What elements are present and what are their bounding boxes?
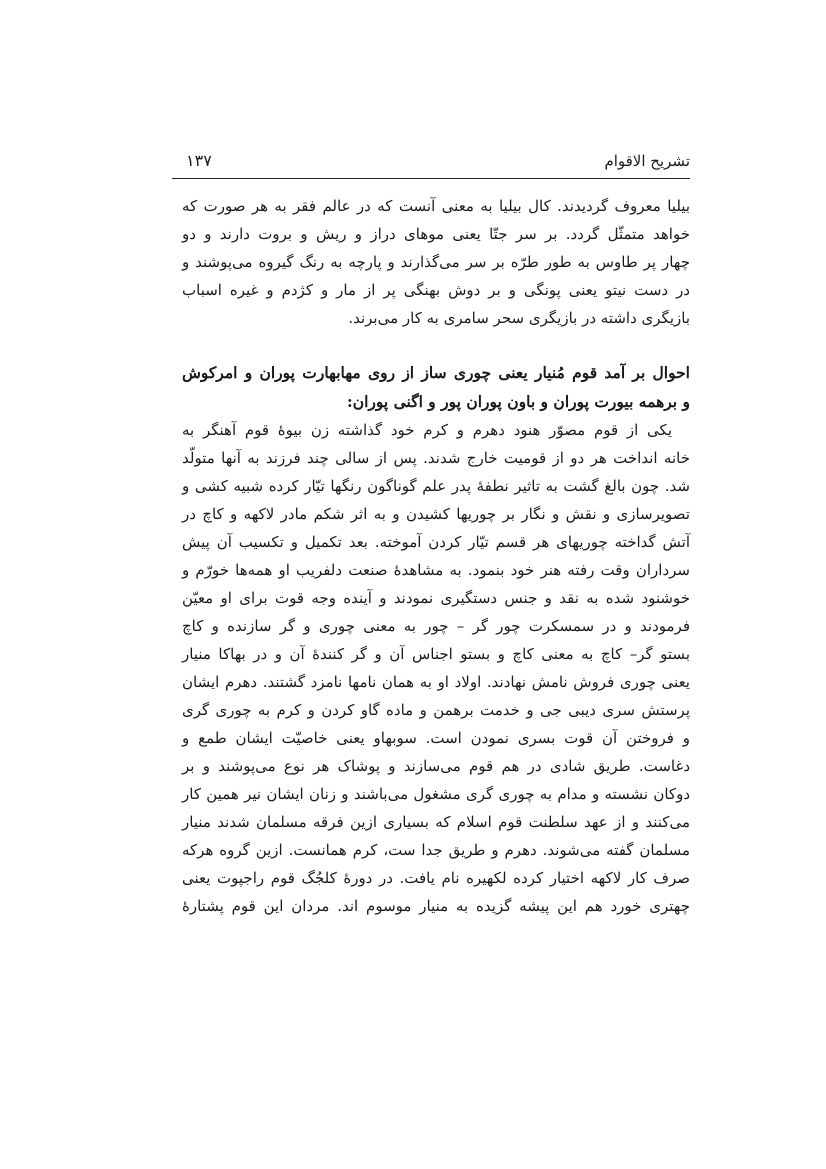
- text-line: مسلمان گفته می‌شوند. دهرم و طریق جدا ست، کرم همانست. ازین گروه هرکه: [182, 841, 690, 859]
- running-head: [172, 150, 690, 176]
- paragraph-1: [182, 192, 690, 332]
- heading-line: احوال بر آمد قوم مُنیار یعنی چوری ساز از روی مهابهارت پوران و امرکوش: [182, 363, 690, 382]
- text-line: چهار پر طاوس به طور طرّه بر سر می‌گذارند و پارچه به رنگ گیروه می‌پوشند و: [182, 253, 690, 271]
- text-line: فرمودند و در سمسکرت چور گر – چور به معنی چوری و گر سازنده و کاچ: [182, 617, 690, 635]
- text-line: بازیگری داشته در بازیگری سحر سامری به کار می‌برند.: [348, 309, 690, 327]
- text-line: دوکان نشسته و مدام به چوری گری مشغول می‌باشند و زنان ایشان نیر همین کار: [182, 785, 690, 803]
- text-line: یکی از قوم مصوّر هنود دهرم و کرم خود گذاشته زن بیوهٔ قوم آهنگر به: [182, 421, 672, 439]
- text-line: در دست نیتو یعنی پونگی و بر دوش بهنگی پر از مار و کژدم و غیره اسباب: [182, 281, 690, 299]
- text-line: بیلیا معروف گردیدند. کال بیلیا به معنی آنست که در عالم فقر به هر صورت که: [182, 197, 690, 215]
- text-line: تصویرسازی و نقش و نگار بر چوریها کشیدن و به اثر شکم مادر لاکهه و کاچ در: [182, 505, 690, 523]
- text-line: دغاست. طریق شادی در هم قوم می‌سازند و پوشاک هر نوع می‌پوشند و بر: [182, 757, 690, 775]
- text-line: خوشنود شده به نقد و جنس دستگیری نمودند و آینده وجه قوت برای او معیّن: [182, 589, 690, 607]
- text-line: پرستش سری دیبی جی و خدمت برهمن و ماده گاو کردن و کرم به چوری گری: [182, 701, 690, 719]
- text-line: شد. چون بالغ گشت به تاثیر نطفهٔ پدر علم گوناگون رنگها تیّار کرده شبیه کشی و: [182, 477, 690, 495]
- text-line: سرداران وقت رفته هنر خود بنمود. به مشاهدهٔ صنعت دلفریب او همه‌ها خورّم و: [182, 561, 690, 579]
- section-gap: [182, 332, 690, 358]
- header-rule: [172, 178, 690, 179]
- text-line: خانه انداخت هر دو از قومیت خارج شدند. پس از سالی چند فرزند به آنها متولّد: [182, 449, 690, 467]
- running-title: تشریح الاقوام: [604, 152, 690, 170]
- text-line: بستو گر– کاچ به معنی کاچ و بستو اجناس آن و گر کنندهٔ آن و در بهاکا منیار: [182, 645, 690, 663]
- page-number: ۱۳۷: [186, 151, 212, 170]
- text-line: و فروختن آن قوت بسری نمودن است. سوبهاو یعنی خاصیّت ایشان طمع و: [182, 729, 690, 747]
- text-line: خواهد متمثّل گردد. بر سر جتّا یعنی موهای دراز و ریش و بروت دارند و دو: [182, 225, 690, 243]
- paragraph-2: [182, 416, 690, 920]
- text-line: می‌کنند و از عهد سلطنت قوم اسلام که بسیاری ازین فرقه مسلمان شدند منیار: [182, 813, 690, 831]
- section-heading: [182, 358, 690, 416]
- body-text: [182, 192, 690, 920]
- text-line: یعنی چوری فروش نامش نهادند. اولاد او به همان نامها نامزد گشتند. دهرم ایشان: [182, 673, 690, 691]
- text-line: آتش گداخته چوریهای هر قسم تیّار کردن آموخته. بعد تکمیل و تکسیب آن پیش: [182, 533, 690, 551]
- text-line: صرف کار لاکهه اختیار کرده لکهیره نام یافت. در دورهٔ کلجُگ قوم راجپوت یعنی: [182, 869, 690, 887]
- heading-line: و برهمه بیورت پوران و باون پوران پور و اگنی پوران:: [346, 392, 690, 411]
- text-line: چهتری خورد هم این پیشه گزیده به منیار موسوم اند. مردان این قوم پشتارهٔ: [182, 897, 690, 915]
